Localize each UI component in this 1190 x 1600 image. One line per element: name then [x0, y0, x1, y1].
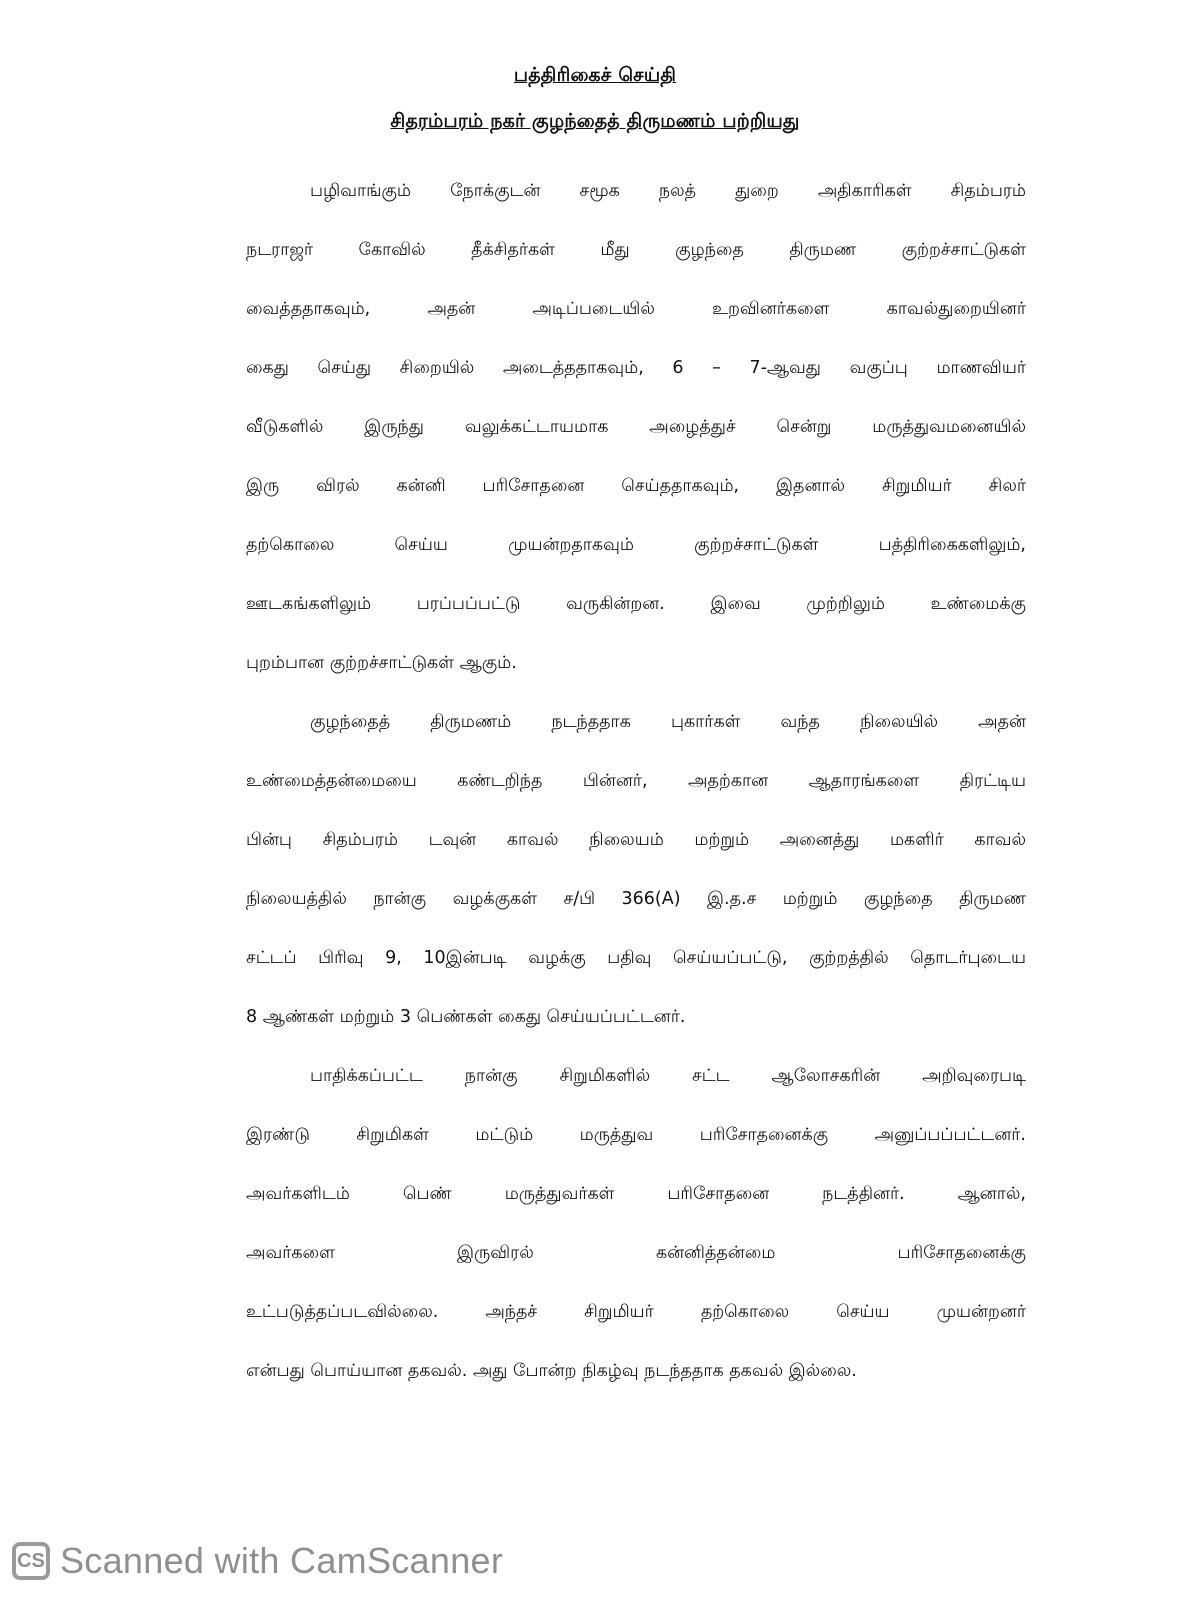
watermark-text: Scanned with CamScanner [60, 1540, 504, 1581]
text-line: சட்டப் பிரிவு 9, 10இன்படி வழக்கு பதிவு செய்யப்பட்டு, குற்றத்தில் தொடர்புடைய [246, 948, 1026, 968]
text-line: வீடுகளில் இருந்து வலுக்கட்டாயமாக அழைத்துச் சென்று மருத்துவமனையில் [246, 417, 1026, 437]
document-title: பத்திரிகைச் செய்தி [513, 64, 677, 86]
text-line: நிலையத்தில் நான்கு வழக்குகள் ச/பி 366(A) இ.த.ச மற்றும் குழந்தை திருமண [246, 889, 1026, 909]
document-subtitle: சிதரம்பரம் நகர் குழந்தைத் திருமணம் பற்றியது [390, 110, 800, 132]
text-line: 8 ஆண்கள் மற்றும் 3 பெண்கள் கைது செய்யப்பட்டனர். [246, 1007, 686, 1027]
camscanner-watermark [12, 1540, 503, 1582]
text-line: ஊடகங்களிலும் பரப்பப்பட்டு வருகின்றன. இவை முற்றிலும் உண்மைக்கு [246, 594, 1026, 614]
text-line: என்பது பொய்யான தகவல். அது போன்ற நிகழ்வு நடந்ததாக தகவல் இல்லை. [246, 1361, 857, 1381]
text-line: பின்பு சிதம்பரம் டவுன் காவல் நிலையம் மற்றும் அனைத்து மகளிர் காவல் [246, 830, 1026, 850]
camscanner-logo-icon [12, 1542, 50, 1580]
paragraph [246, 178, 1026, 709]
text-line: இரண்டு சிறுமிகள் மட்டும் மருத்துவ பரிசோதனைக்கு அனுப்பப்பட்டனர். [246, 1125, 1026, 1145]
text-line: அவர்களிடம் பெண் மருத்துவர்கள் பரிசோதனை நடத்தினர். ஆனால், [246, 1184, 1026, 1204]
text-line: பாதிக்கப்பட்ட நான்கு சிறுமிகளில் சட்ட ஆலோசகரின் அறிவுரைபடி [310, 1066, 1026, 1086]
text-line: உண்மைத்தன்மையை கண்டறிந்த பின்னர், அதற்கான ஆதாரங்களை திரட்டிய [246, 771, 1026, 791]
text-line: குழந்தைத் திருமணம் நடந்ததாக புகார்கள் வந்த நிலையில் அதன் [310, 712, 1026, 732]
paragraph [246, 1063, 1026, 1417]
text-line: கைது செய்து சிறையில் அடைத்ததாகவும், 6 – 7-ஆவது வகுப்பு மாணவியர் [246, 358, 1026, 378]
paragraph [246, 709, 1026, 1063]
text-line: வைத்ததாகவும், அதன் அடிப்படையில் உறவினர்களை காவல்துறையினர் [246, 299, 1026, 319]
text-line: அவர்களை இருவிரல் கன்னித்தன்மை பரிசோதனைக்கு [246, 1243, 1026, 1263]
text-line: தற்கொலை செய்ய முயன்றதாகவும் குற்றச்சாட்டுகள் பத்திரிகைகளிலும், [246, 535, 1026, 555]
camscanner-logo-text: CS [17, 1549, 45, 1572]
text-line: புறம்பான குற்றச்சாட்டுகள் ஆகும். [246, 653, 517, 673]
text-line: நடராஜர் கோவில் தீக்சிதர்கள் மீது குழந்தை திருமண குற்றச்சாட்டுகள் [246, 240, 1026, 260]
document-body [246, 178, 1026, 1417]
text-line: இரு விரல் கன்னி பரிசோதனை செய்ததாகவும், இதனால் சிறுமியர் சிலர் [246, 476, 1027, 496]
text-line: பழிவாங்கும் நோக்குடன் சமூக நலத் துறை அதிகாரிகள் சிதம்பரம் [310, 181, 1026, 201]
text-line: உட்படுத்தப்படவில்லை. அந்தச் சிறுமியர் தற்கொலை செய்ய முயன்றனர் [246, 1302, 1026, 1322]
